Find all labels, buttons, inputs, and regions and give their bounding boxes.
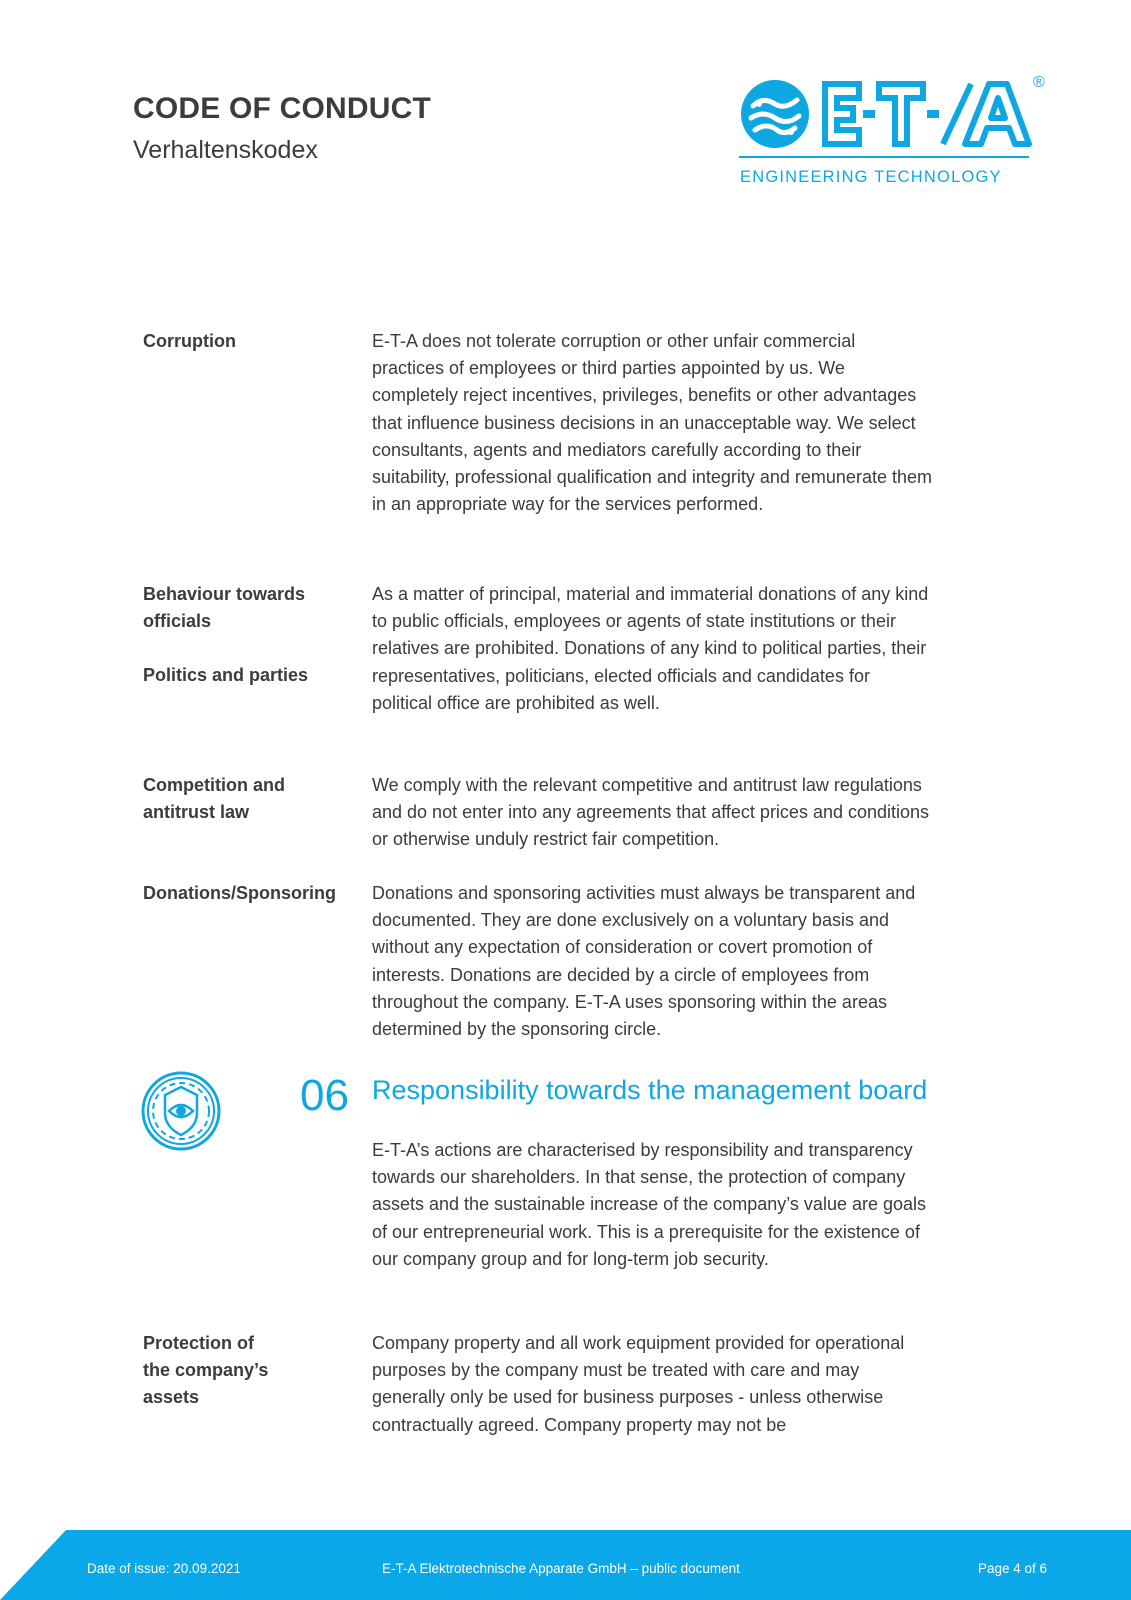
chapter-title: Responsibility towards the management board: [372, 1075, 928, 1105]
label-corruption: Corruption: [143, 331, 236, 351]
registered-mark: ®: [1033, 74, 1045, 91]
paragraph-competition: We comply with the relevant competitive and antitrust law regulations and do not enter into any agreements that affect prices and conditions or otherwise unduly restrict fair competition.: [372, 775, 930, 850]
label-donations-sponsoring: Donations/Sponsoring: [143, 883, 336, 903]
paragraph-corruption: E-T-A does not tolerate corruption or other unfair commercial practices of employees or third parties appointed by us. We completely reject incentives, privileges, benefits or other advantages that influence business decisions in an unacceptable way. We select consultants, agents and mediators carefully according to their suitability, professional qualification and integrity and remunerate them in an appropriate way for the services performed.: [372, 331, 932, 515]
document-title: CODE OF CONDUCT: [133, 92, 431, 125]
label-behaviour-officials: Behaviour towards officials: [143, 584, 306, 631]
label-competition-antitrust: Competition and antitrust law: [143, 775, 285, 822]
logo-tagline: ENGINEERING TECHNOLOGY: [740, 168, 1002, 186]
shield-eye-icon: [141, 1071, 221, 1151]
paragraph-officials-politics: As a matter of principal, material and immaterial donations of any kind to public officials, employees or agents of state institutions or their relatives are prohibited. Donations of any kind to political parties, their representatives, politicians, elected officials and candidates for political office are prohibited as well.: [372, 584, 929, 713]
chapter-intro-paragraph: E-T-A’s actions are characterised by responsibility and transparency towards our shareholders. In that sense, the protection of company assets and the sustainable increase of the company’s value are goals of our entrepreneurial work. This is a prerequisite for the existence of our company group and for long-term job security.: [372, 1140, 927, 1269]
paragraph-donations: Donations and sponsoring activities must always be transparent and documented. They are done exclusively on a voluntary basis and without any expectation of consideration or covert promotion of interests. Donations are decided by a circle of employees from throughout the company. E-T-A uses sponsoring within the areas determined by the sponsoring circle.: [372, 883, 916, 1040]
footer-page-number: Page 4 of 6: [978, 1561, 1048, 1576]
label-protection-assets: Protection of the company’s assets: [143, 1333, 269, 1407]
document-subtitle: Verhaltenskodex: [133, 136, 318, 164]
paragraph-protection-assets: Company property and all work equipment provided for operational purposes by the company must be treated with care and may generally only be used for business purposes - unless otherwise contractually agreed. Company property may not be: [372, 1333, 905, 1435]
footer-date: Date of issue: 20.09.2021: [87, 1561, 241, 1576]
label-politics-parties: Politics and parties: [143, 665, 309, 685]
page-footer: [0, 1530, 1131, 1600]
logo-emblem-icon: [741, 80, 809, 148]
footer-company: E-T-A Elektrotechnische Apparate GmbH – public document: [382, 1561, 740, 1576]
chapter-number: 06: [300, 1071, 349, 1120]
